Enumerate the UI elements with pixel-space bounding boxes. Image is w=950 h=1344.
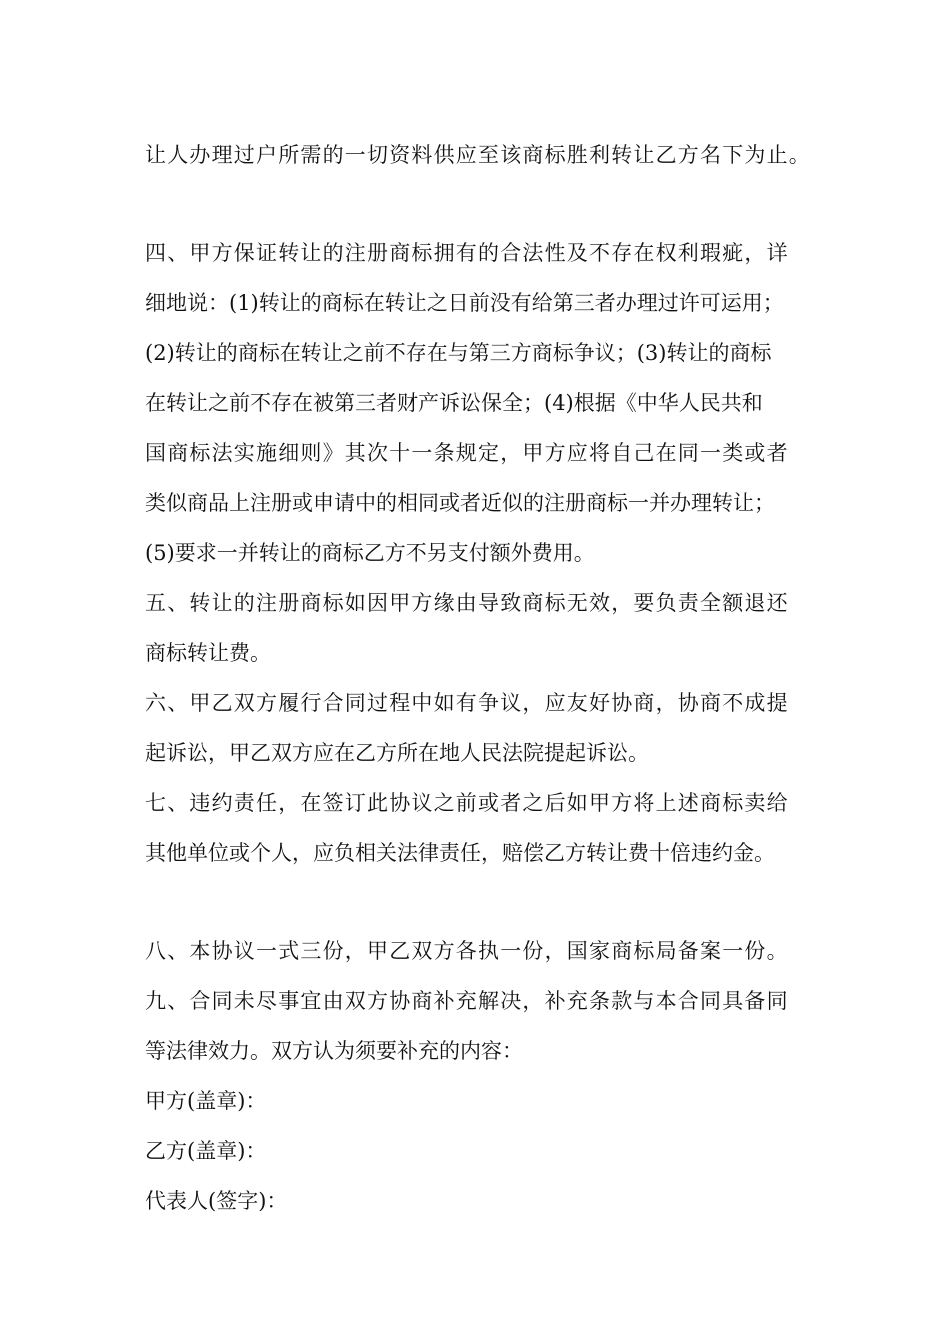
clause-7-line: 七、违约责任，在签订此协议之前或者之后如甲方将上述商标卖给: [145, 791, 789, 815]
clause-8-line: 八、本协议一式三份，甲乙双方各执一份，国家商标局备案一份。: [145, 939, 789, 963]
clause-6-line: 起诉讼，甲乙双方应在乙方所在地人民法院提起诉讼。: [145, 741, 649, 765]
clause-6-line: 六、甲乙双方履行合同过程中如有争议，应友好协商，协商不成提: [145, 691, 789, 715]
text-line: 让人办理过户所需的一切资料供应至该商标胜利转让乙方名下为止。: [145, 143, 811, 167]
clause-5-line: 五、转让的注册商标如因甲方缘由导致商标无效，要负责全额退还: [145, 591, 789, 615]
clause-7-line: 其他单位或个人，应负相关法律责任，赔偿乙方转让费十倍违约金。: [145, 841, 775, 865]
clause-9-line: 九、合同未尽事宜由双方协商补充解决，补充条款与本合同具备同: [145, 989, 789, 1013]
clause-4-line: (2)转让的商标在转让之前不存在与第三方商标争议；(3)转让的商标: [145, 341, 772, 365]
clause-5-line: 商标转让费。: [145, 641, 271, 665]
clause-4-line: 在转让之前不存在被第三者财产诉讼保全；(4)根据《中华人民共和: [145, 391, 763, 415]
party-b-seal-label: 乙方(盖章)：: [145, 1139, 267, 1163]
party-a-seal-label: 甲方(盖章)：: [145, 1089, 267, 1113]
clause-4-line: 类似商品上注册或申请中的相同或者近似的注册商标一并办理转让；: [145, 491, 775, 515]
representative-signature-label: 代表人(签字)：: [145, 1189, 288, 1213]
clause-4-line: 细地说：(1)转让的商标在转让之日前没有给第三者办理过许可运用；: [145, 291, 784, 315]
clause-4-line: (5)要求一并转让的商标乙方不另支付额外费用。: [145, 541, 595, 565]
clause-4-line: 国商标法实施细则》其次十一条规定，甲方应将自己在同一类或者: [145, 441, 789, 465]
clause-4-line: 四、甲方保证转让的注册商标拥有的合法性及不存在权利瑕疵，详: [145, 241, 789, 265]
clause-9-line: 等法律效力。双方认为须要补充的内容：: [145, 1039, 523, 1063]
